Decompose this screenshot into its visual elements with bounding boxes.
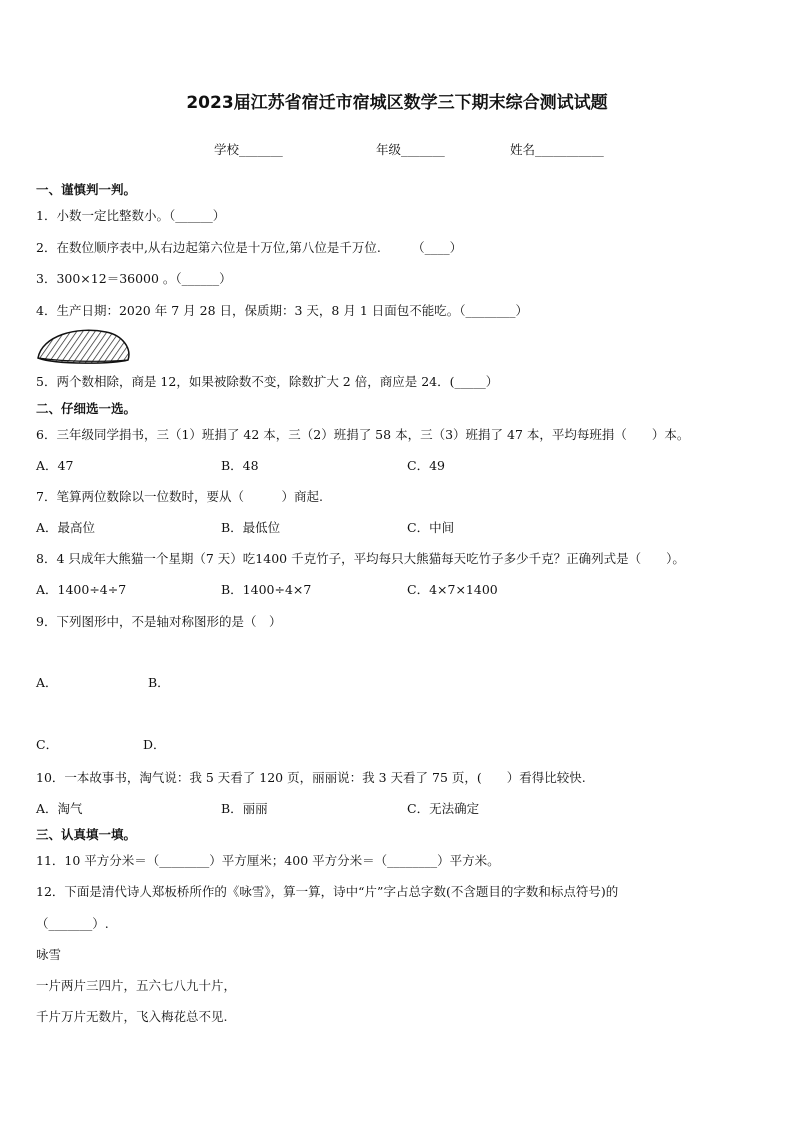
q6-option-c[interactable]: C．49 <box>407 458 445 473</box>
question-12-blank: （_______）. <box>36 916 109 931</box>
school-field[interactable]: 学校_______ <box>214 142 283 157</box>
q7-option-b[interactable]: B．最低位 <box>221 520 281 535</box>
question-10: 10．一本故事书，淘气说：我 5 天看了 120 页，丽丽说：我 3 天看了 75 页，( ）看得比较快. <box>36 770 586 785</box>
q7-option-c[interactable]: C．中间 <box>407 520 455 535</box>
q9-option-b[interactable]: B． <box>148 675 170 690</box>
question-2: 2．在数位顺序表中,从右边起第六位是十万位,第八位是千万位. （____） <box>36 240 463 255</box>
section-3-heading: 三、认真填一填。 <box>36 827 137 842</box>
question-1: 1．小数一定比整数小。（______） <box>36 208 226 223</box>
question-3: 3．300×12＝36000 。（______） <box>36 271 232 286</box>
name-field[interactable]: 姓名___________ <box>510 142 604 157</box>
question-7: 7．笔算两位数除以一位数时，要从（ ）商起. <box>36 489 323 504</box>
q9-option-a[interactable]: A． <box>36 675 58 690</box>
q9-option-c[interactable]: C． <box>36 737 59 752</box>
question-6: 6．三年级同学捐书，三（1）班捐了 42 本，三（2）班捐了 58 本，三（3）班捐了 47 本，平均每班捐（ ）本。 <box>36 427 690 442</box>
question-5: 5．两个数相除，商是 12，如果被除数不变，除数扩大 2 倍，商应是 24．(_____） <box>36 374 499 389</box>
q6-option-b[interactable]: B．48 <box>221 458 259 473</box>
question-12: 12．下面是清代诗人郑板桥所作的《咏雪》，算一算，诗中“片”字占总字数(不含题目的字数和标点符号)的 <box>36 884 619 899</box>
q9-option-d[interactable]: D． <box>143 737 166 752</box>
poem-line-2: 千片万片无数片，飞入梅花总不见. <box>36 1009 228 1024</box>
q10-option-b[interactable]: B．丽丽 <box>221 801 268 816</box>
q7-option-a[interactable]: A．最高位 <box>36 520 96 535</box>
q8-option-c[interactable]: C．4×7×1400 <box>407 582 498 597</box>
q8-option-a[interactable]: A．1400÷4÷7 <box>36 582 127 597</box>
q8-option-b[interactable]: B．1400÷4×7 <box>221 582 312 597</box>
section-1-heading: 一、谨慎判一判。 <box>36 182 137 197</box>
q6-option-a[interactable]: A．47 <box>36 458 74 473</box>
poem-title: 咏雪 <box>36 947 62 962</box>
question-11: 11．10 平方分米＝（________）平方厘米；400 平方分米＝（________）平方米。 <box>36 853 500 868</box>
page-title: 2023届江苏省宿迁市宿城区数学三下期末综合测试试题 <box>186 93 608 113</box>
poem-line-1: 一片两片三四片，五六七八九十片， <box>36 978 237 993</box>
q10-option-a[interactable]: A．淘气 <box>36 801 83 816</box>
q10-option-c[interactable]: C．无法确定 <box>407 801 480 816</box>
question-8: 8．4 只成年大熊猫一个星期（7 天）吃1400 千克竹子，平均每只大熊猫每天吃竹子多少千克？正确列式是（ ）。 <box>36 551 685 566</box>
grade-field[interactable]: 年级_______ <box>376 142 445 157</box>
section-2-heading: 二、仔细选一选。 <box>36 401 137 416</box>
bread-image <box>36 328 132 366</box>
question-9: 9．下列图形中，不是轴对称图形的是（ ） <box>36 614 282 629</box>
question-4: 4．生产日期：2020 年 7 月 28 日，保质期：3 天，8 月 1 日面包不能吃。（________） <box>36 303 528 318</box>
